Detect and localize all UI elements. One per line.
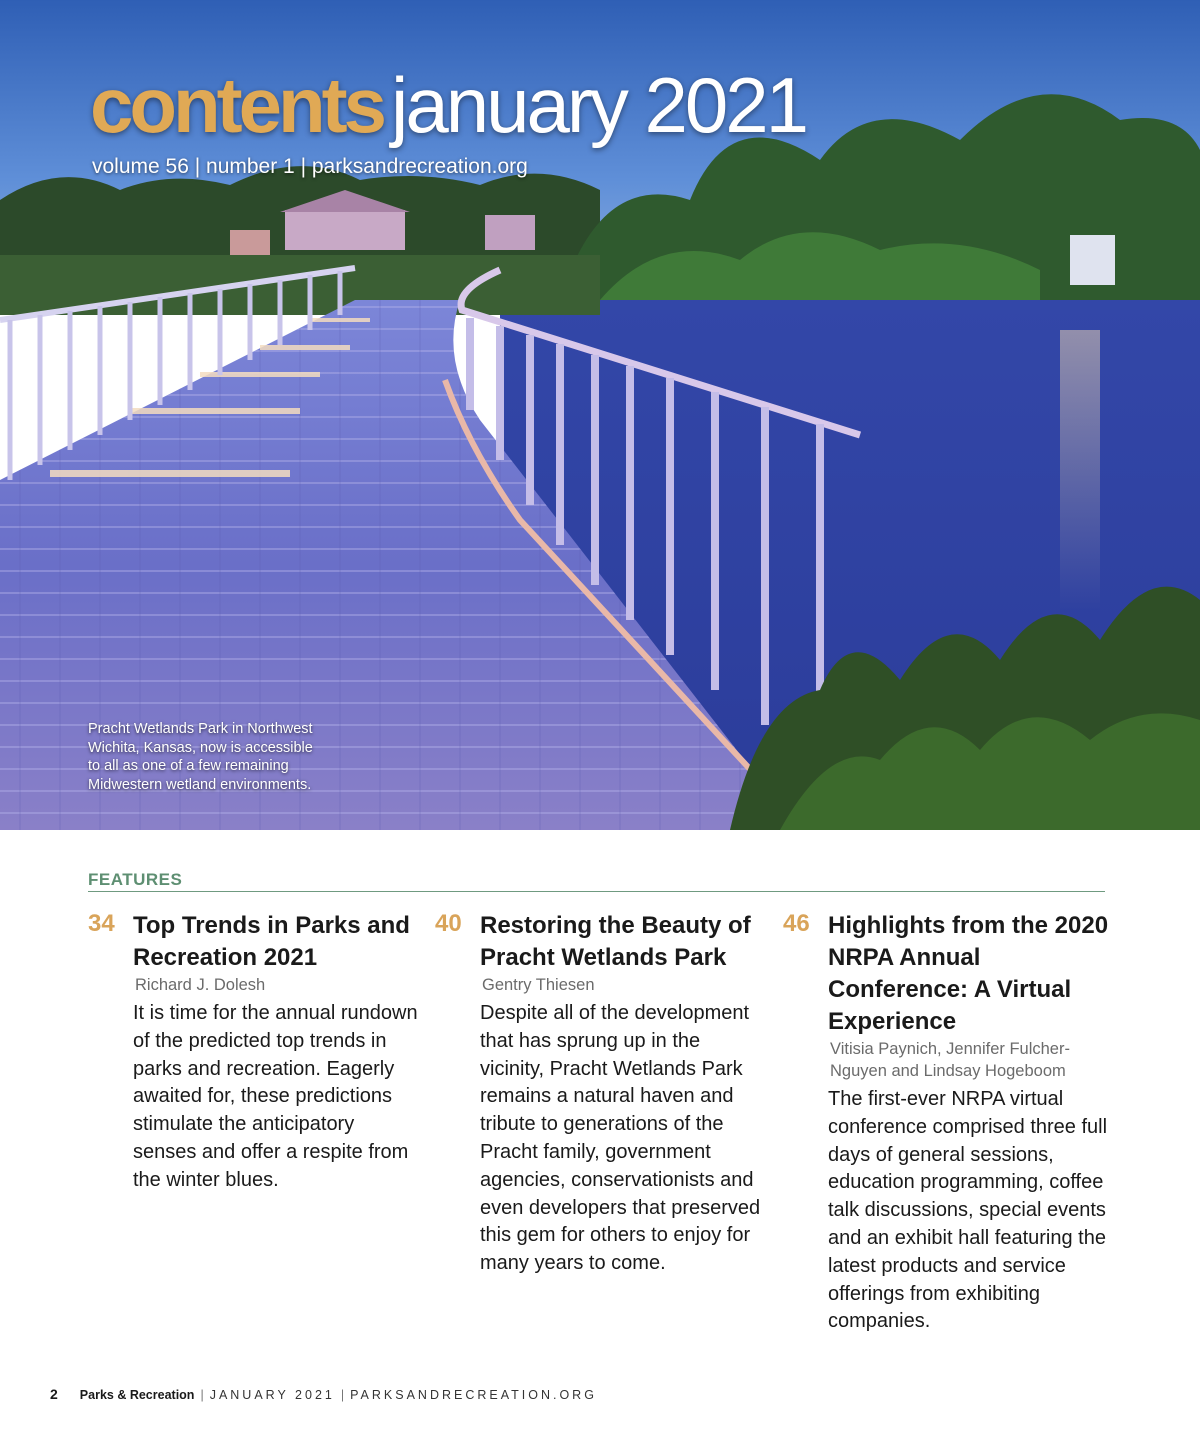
photo-caption: Pracht Wetlands Park in Northwest Wichita, Kansas, now is accessible to all as one of a few remaining Midwestern wetland environments.	[88, 721, 313, 793]
masthead-issue: january 2021	[391, 61, 807, 149]
footer-issue-date: JANUARY 2021	[209, 1388, 335, 1402]
footer-page-number: 2	[50, 1386, 58, 1402]
feature-author: Vitisia Paynich, Jennifer Fulcher-Nguyen and Lindsay Hogeboom	[830, 1040, 1070, 1080]
footer-separator: |	[200, 1388, 204, 1402]
page-footer	[50, 1386, 597, 1402]
features-heading-label: FEATURES	[88, 870, 183, 889]
features-heading	[88, 870, 1105, 892]
feature-description: Despite all of the development that has sprung up in the vicinity, Pracht Wetlands Park remains a natural haven and tribute to generations of the Pracht family, government agencies, conservationists and even developers that preserved this gem for others to enjoy for many years to come.	[480, 1002, 761, 1275]
feature-description: It is time for the annual rundown of the predicted top trends in parks and recreation. Eagerly awaited for, these predictions stimulate the anticipatory senses and offer a respite from the winter blues.	[133, 1002, 418, 1191]
volume-line: volume 56 | number 1 | parksandrecreation.org	[92, 155, 528, 178]
feature-title[interactable]: Top Trends in Parks and Recreation 2021	[133, 912, 410, 971]
masthead-contents-word: contents	[90, 61, 384, 149]
feature-title[interactable]: Restoring the Beauty of Pracht Wetlands Park	[480, 912, 751, 971]
feature-author: Richard J. Dolesh	[135, 976, 266, 994]
feature-page-number: 46	[783, 910, 810, 937]
masthead	[90, 60, 806, 151]
footer-website[interactable]: PARKSANDRECREATION.ORG	[350, 1388, 597, 1402]
feature-title[interactable]: Highlights from the 2020 NRPA Annual Conference: A Virtual Experience	[828, 912, 1109, 1035]
feature-description: The first-ever NRPA virtual conference comprised three full days of general sessions, education programming, coffee talk discussions, special events and an exhibit hall featuring the latest products and service offerings from exhibiting companies.	[828, 1088, 1108, 1333]
footer-magazine-name: Parks & Recreation	[79, 1388, 195, 1402]
feature-author: Gentry Thiesen	[482, 976, 595, 994]
feature-page-number: 40	[435, 910, 462, 937]
footer-separator: |	[340, 1388, 345, 1402]
feature-page-number: 34	[88, 910, 115, 937]
